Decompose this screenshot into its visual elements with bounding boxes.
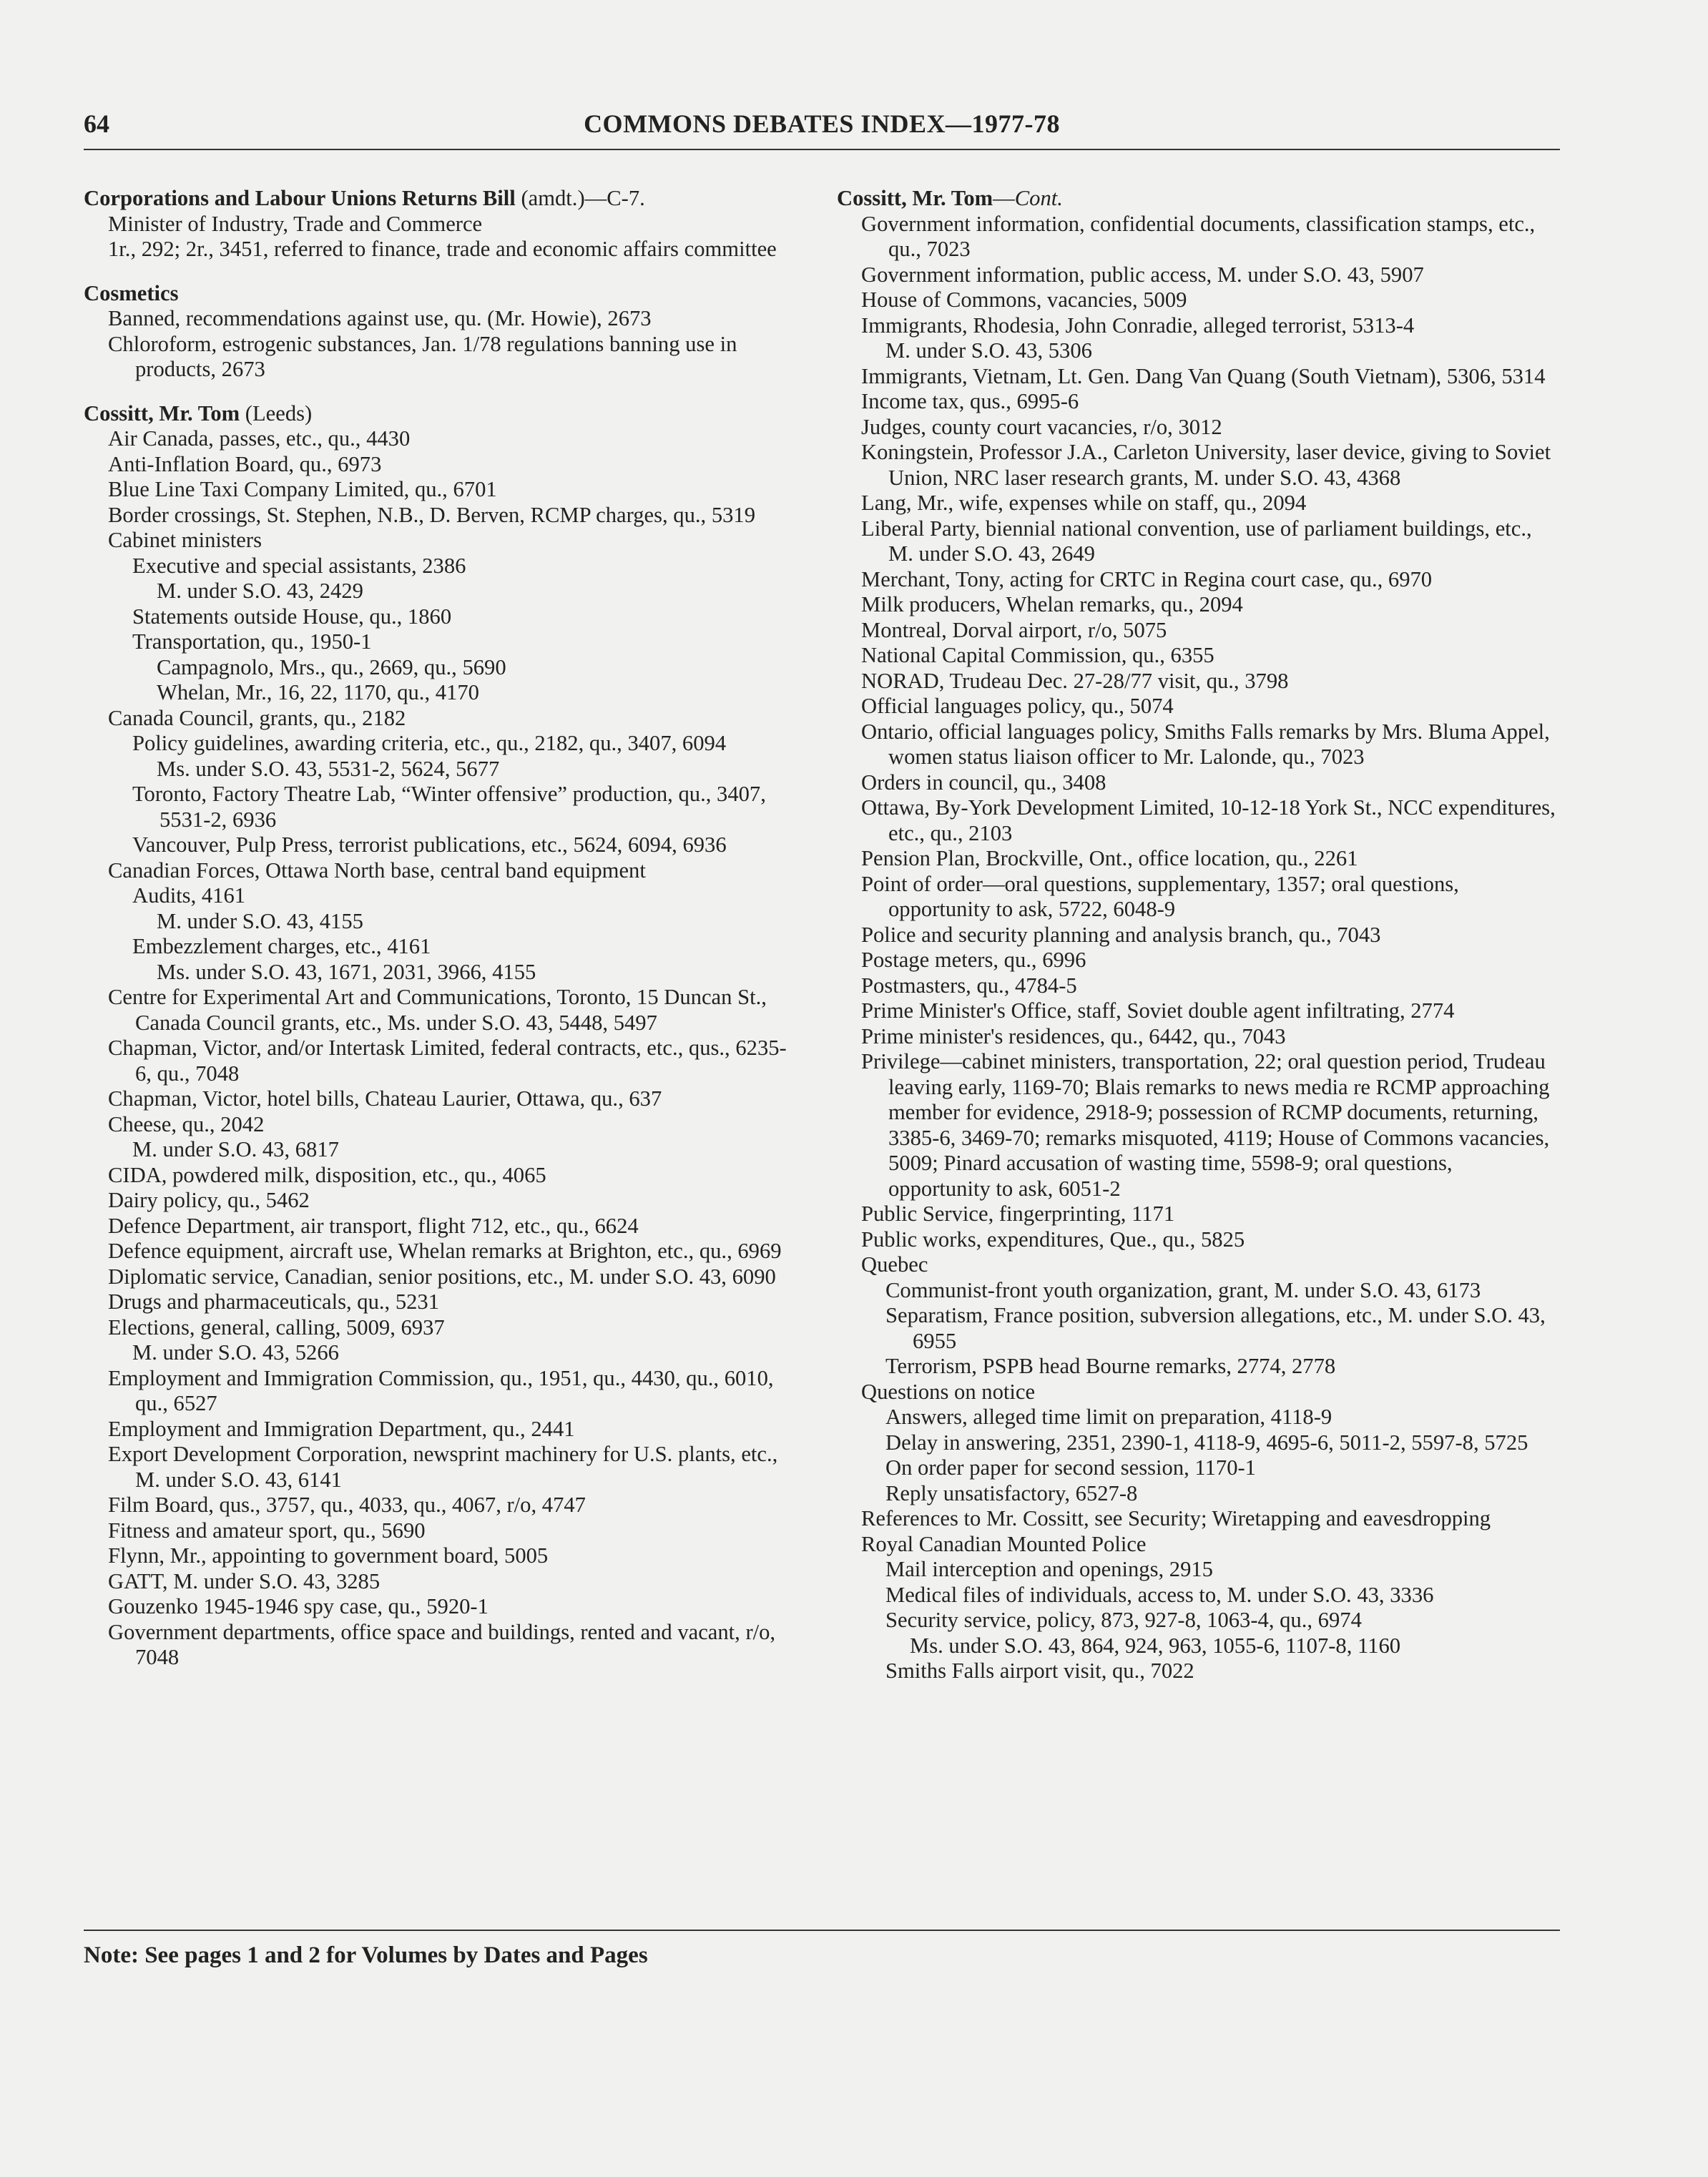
index-subentry: Government information, confidential documents, classification stamps, etc., qu., 7023 [861, 211, 1536, 261]
index-subentry: Defence Department, air transport, flight 712, etc., qu., 6624 [108, 1213, 639, 1238]
index-heading [84, 186, 799, 212]
index-subentry: NORAD, Trudeau Dec. 27-28/77 visit, qu., 3798 [861, 668, 1289, 693]
index-subentry: Employment and Immigration Commission, qu., 1951, qu., 4430, qu., 6010, qu., 6527 [108, 1365, 774, 1415]
index-subentry: Point of order—oral questions, supplementary, 1357; oral questions, opportunity to ask, 5722, 6048-9 [861, 871, 1459, 921]
heading-term: Corporations and Labour Unions Returns Bill [84, 186, 516, 210]
index-subentry: GATT, M. under S.O. 43, 3285 [108, 1568, 381, 1593]
index-heading [84, 401, 799, 427]
heading-qualifier: (Leeds) [240, 400, 313, 426]
index-subentry: M. under S.O. 43, 6817 [132, 1137, 339, 1161]
index-subentry: Dairy policy, qu., 5462 [108, 1188, 310, 1212]
index-subentry: Royal Canadian Mounted Police [861, 1531, 1147, 1556]
index-subentry: Centre for Experimental Art and Communications, Toronto, 15 Duncan St., Canada Council grants, etc., Ms. under S.O. 43, 5448, 5497 [108, 985, 767, 1035]
index-subentry: Quebec [861, 1252, 928, 1277]
index-subentry: Public Service, fingerprinting, 1171 [861, 1201, 1175, 1226]
left-column [84, 186, 799, 1671]
index-subentry: Audits, 4161 [132, 883, 246, 908]
index-subentry: Flynn, Mr., appointing to government board, 5005 [108, 1543, 549, 1568]
index-subentry: Vancouver, Pulp Press, terrorist publications, etc., 5624, 6094, 6936 [132, 832, 727, 857]
index-heading [837, 186, 1559, 212]
index-heading [84, 281, 799, 307]
index-subentry: Merchant, Tony, acting for CRTC in Regina court case, qu., 6970 [861, 566, 1433, 591]
index-subentry: Elections, general, calling, 5009, 6937 [108, 1314, 445, 1340]
index-subentry: Answers, alleged time limit on preparation, 4118-9 [885, 1405, 1332, 1429]
index-subentry: Employment and Immigration Department, qu., 2441 [108, 1416, 575, 1441]
heading-term: Cossitt, Mr. Tom [837, 186, 993, 210]
page-title: COMMONS DEBATES INDEX—1977-78 [584, 109, 1060, 138]
index-subentry: Immigrants, Vietnam, Lt. Gen. Dang Van Quang (South Vietnam), 5306, 5314 [861, 363, 1546, 388]
index-subentry: References to Mr. Cossitt, see Security; Wiretapping and eavesdropping [861, 1506, 1491, 1530]
index-subentry: Liberal Party, biennial national convention, use of parliament buildings, etc., M. under S.O. 43, 2649 [861, 516, 1532, 566]
index-subentry: Policy guidelines, awarding criteria, etc., qu., 2182, qu., 3407, 6094 [132, 731, 727, 755]
index-subentry: Drugs and pharmaceuticals, qu., 5231 [108, 1289, 440, 1314]
page-number: 64 [84, 109, 109, 138]
index-subentry: Diplomatic service, Canadian, senior positions, etc., M. under S.O. 43, 6090 [108, 1264, 776, 1289]
heading-term: Cosmetics [84, 280, 179, 305]
index-subentry: Defence equipment, aircraft use, Whelan remarks at Brighton, etc., qu., 6969 [108, 1239, 782, 1263]
index-subentry: Ms. under S.O. 43, 864, 924, 963, 1055-6, 1107-8, 1160 [910, 1633, 1401, 1658]
index-subentry: Campagnolo, Mrs., qu., 2669, qu., 5690 [157, 654, 506, 679]
index-subentry: Government departments, office space and buildings, rented and vacant, r/o, 7048 [108, 1619, 776, 1669]
index-subentry: Reply unsatisfactory, 6527-8 [885, 1480, 1138, 1505]
index-subentry: Export Development Corporation, newsprint machinery for U.S. plants, etc., M. under S.O. 43, 6141 [108, 1442, 778, 1492]
heading-term: Cossitt, Mr. Tom [84, 400, 240, 426]
index-subentry: Gouzenko 1945-1946 spy case, qu., 5920-1 [108, 1594, 489, 1618]
index-subentry: Chapman, Victor, hotel bills, Chateau Laurier, Ottawa, qu., 637 [108, 1086, 662, 1111]
index-subentry: On order paper for second session, 1170-1 [885, 1455, 1256, 1480]
entry-gap [84, 383, 799, 401]
index-subentry: Banned, recommendations against use, qu. (Mr. Howie), 2673 [108, 306, 652, 330]
index-subentry: Film Board, qus., 3757, qu., 4033, qu., 4067, r/o, 4747 [108, 1493, 586, 1517]
index-subentry: Official languages policy, qu., 5074 [861, 694, 1174, 718]
right-column [837, 186, 1559, 1684]
index-subentry: Milk producers, Whelan remarks, qu., 2094 [861, 592, 1243, 616]
index-subentry: Chapman, Victor, and/or Intertask Limited, federal contracts, etc., qus., 6235-6, qu., 7048 [108, 1036, 787, 1086]
index-subentry: Cabinet ministers [108, 528, 262, 552]
index-subentry: Air Canada, passes, etc., qu., 4430 [108, 426, 411, 451]
index-subentry: Blue Line Taxi Company Limited, qu., 6701 [108, 477, 497, 501]
index-subentry: Mail interception and openings, 2915 [885, 1557, 1213, 1581]
heading-continued: Cont. [1014, 186, 1063, 210]
footer-rule [84, 1930, 1560, 1931]
index-subentry: Questions on notice [861, 1379, 1036, 1404]
index-subentry: Whelan, Mr., 16, 22, 1170, qu., 4170 [157, 680, 479, 704]
index-subentry: Postage meters, qu., 6996 [861, 948, 1086, 972]
index-subentry: National Capital Commission, qu., 6355 [861, 643, 1214, 667]
footer-note: Note: See pages 1 and 2 for Volumes by Dates and Pages [84, 1942, 648, 1968]
index-subentry: Medical files of individuals, access to, M. under S.O. 43, 3336 [885, 1582, 1434, 1607]
index-subentry: Ms. under S.O. 43, 5531-2, 5624, 5677 [157, 756, 500, 781]
index-subentry: Terrorism, PSPB head Bourne remarks, 2774, 2778 [885, 1354, 1336, 1378]
index-subentry: Separatism, France position, subversion allegations, etc., M. under S.O. 43, 6955 [885, 1303, 1546, 1353]
index-subentry: Embezzlement charges, etc., 4161 [132, 934, 431, 958]
index-subentry: Security service, policy, 873, 927-8, 1063-4, qu., 6974 [885, 1608, 1362, 1632]
index-subentry: Anti-Inflation Board, qu., 6973 [108, 451, 382, 476]
index-subentry: House of Commons, vacancies, 5009 [861, 288, 1187, 312]
index-subentry: Ontario, official languages policy, Smiths Falls remarks by Mrs. Bluma Appel, women status liaison officer to Mr. Lalonde, qu., 7023 [861, 719, 1550, 769]
index-subentry: M. under S.O. 43, 5306 [885, 338, 1092, 363]
index-subentry: Public works, expenditures, Que., qu., 5825 [861, 1227, 1245, 1252]
index-subentry: Privilege—cabinet ministers, transportation, 22; oral question period, Trudeau leaving early, 1169-70; Blais remarks to news media re RCMP approaching member for evidence, 2918-9; possession of RCMP documents, returning, 3385-6, 3469-70; remarks misquoted, 4119; House of Commons vacancies, 5009; Pinard accusation of wasting time, 5598-9; oral questions, opportunity to ask, 6051-2 [861, 1049, 1550, 1201]
index-subentry: Chloroform, estrogenic substances, Jan. 1/78 regulations banning use in products, 2673 [108, 331, 737, 381]
index-subentry: Smiths Falls airport visit, qu., 7022 [885, 1658, 1194, 1683]
index-subentry: Canada Council, grants, qu., 2182 [108, 705, 406, 730]
index-subentry: Lang, Mr., wife, expenses while on staff, qu., 2094 [861, 491, 1307, 515]
index-subentry: Montreal, Dorval airport, r/o, 5075 [861, 617, 1167, 642]
heading-qualifier: (amdt.)—C-7. [515, 186, 645, 210]
index-subentry: CIDA, powdered milk, disposition, etc., qu., 4065 [108, 1162, 546, 1187]
index-subentry: Canadian Forces, Ottawa North base, central band equipment [108, 857, 646, 883]
index-subentry: Government information, public access, M. under S.O. 43, 5907 [861, 262, 1424, 287]
page-header [84, 109, 1560, 150]
index-subentry: Ms. under S.O. 43, 1671, 2031, 3966, 4155 [157, 959, 536, 984]
index-subentry: Police and security planning and analysis branch, qu., 7043 [861, 922, 1381, 947]
index-subentry: Judges, county court vacancies, r/o, 3012 [861, 414, 1222, 439]
index-subentry: Communist-front youth organization, grant, M. under S.O. 43, 6173 [885, 1277, 1481, 1302]
index-subentry: Orders in council, qu., 3408 [861, 770, 1106, 795]
index-subentry: Toronto, Factory Theatre Lab, “Winter offensive” production, qu., 3407, 5531-2, 6936 [132, 782, 766, 832]
index-subentry: Postmasters, qu., 4784-5 [861, 973, 1077, 998]
index-subentry: Border crossings, St. Stephen, N.B., D. Berven, RCMP charges, qu., 5319 [108, 502, 756, 527]
index-subentry: Fitness and amateur sport, qu., 5690 [108, 1518, 426, 1543]
index-subentry: Immigrants, Rhodesia, John Conradie, alleged terrorist, 5313-4 [861, 313, 1415, 338]
index-subentry: Pension Plan, Brockville, Ont., office location, qu., 2261 [861, 846, 1358, 870]
entry-gap [84, 262, 799, 281]
index-subentry: Delay in answering, 2351, 2390-1, 4118-9, 4695-6, 5011-2, 5597-8, 5725 [885, 1430, 1528, 1455]
index-subentry: M. under S.O. 43, 5266 [132, 1340, 339, 1365]
index-subentry: 1r., 292; 2r., 3451, referred to finance, trade and economic affairs committee [108, 237, 777, 261]
index-subentry: M. under S.O. 43, 2429 [157, 579, 363, 603]
index-subentry: M. under S.O. 43, 4155 [157, 908, 363, 933]
index-subentry: Koningstein, Professor J.A., Carleton University, laser device, giving to Soviet Union, NRC laser research grants, M. under S.O. 43, 4368 [861, 440, 1551, 490]
index-subentry: Income tax, qus., 6995-6 [861, 389, 1079, 413]
index-subentry: Minister of Industry, Trade and Commerce [108, 211, 483, 236]
index-subentry: Transportation, qu., 1950-1 [132, 629, 372, 654]
index-subentry: Prime Minister's Office, staff, Soviet double agent infiltrating, 2774 [861, 998, 1455, 1023]
heading-qualifier: — [993, 186, 1015, 210]
index-subentry: Cheese, qu., 2042 [108, 1111, 265, 1136]
index-subentry: Ottawa, By-York Development Limited, 10-12-18 York St., NCC expenditures, etc., qu., 2103 [861, 795, 1556, 845]
index-subentry: Executive and special assistants, 2386 [132, 553, 466, 578]
index-subentry: Prime minister's residences, qu., 6442, qu., 7043 [861, 1023, 1286, 1048]
index-subentry: Statements outside House, qu., 1860 [132, 604, 452, 629]
